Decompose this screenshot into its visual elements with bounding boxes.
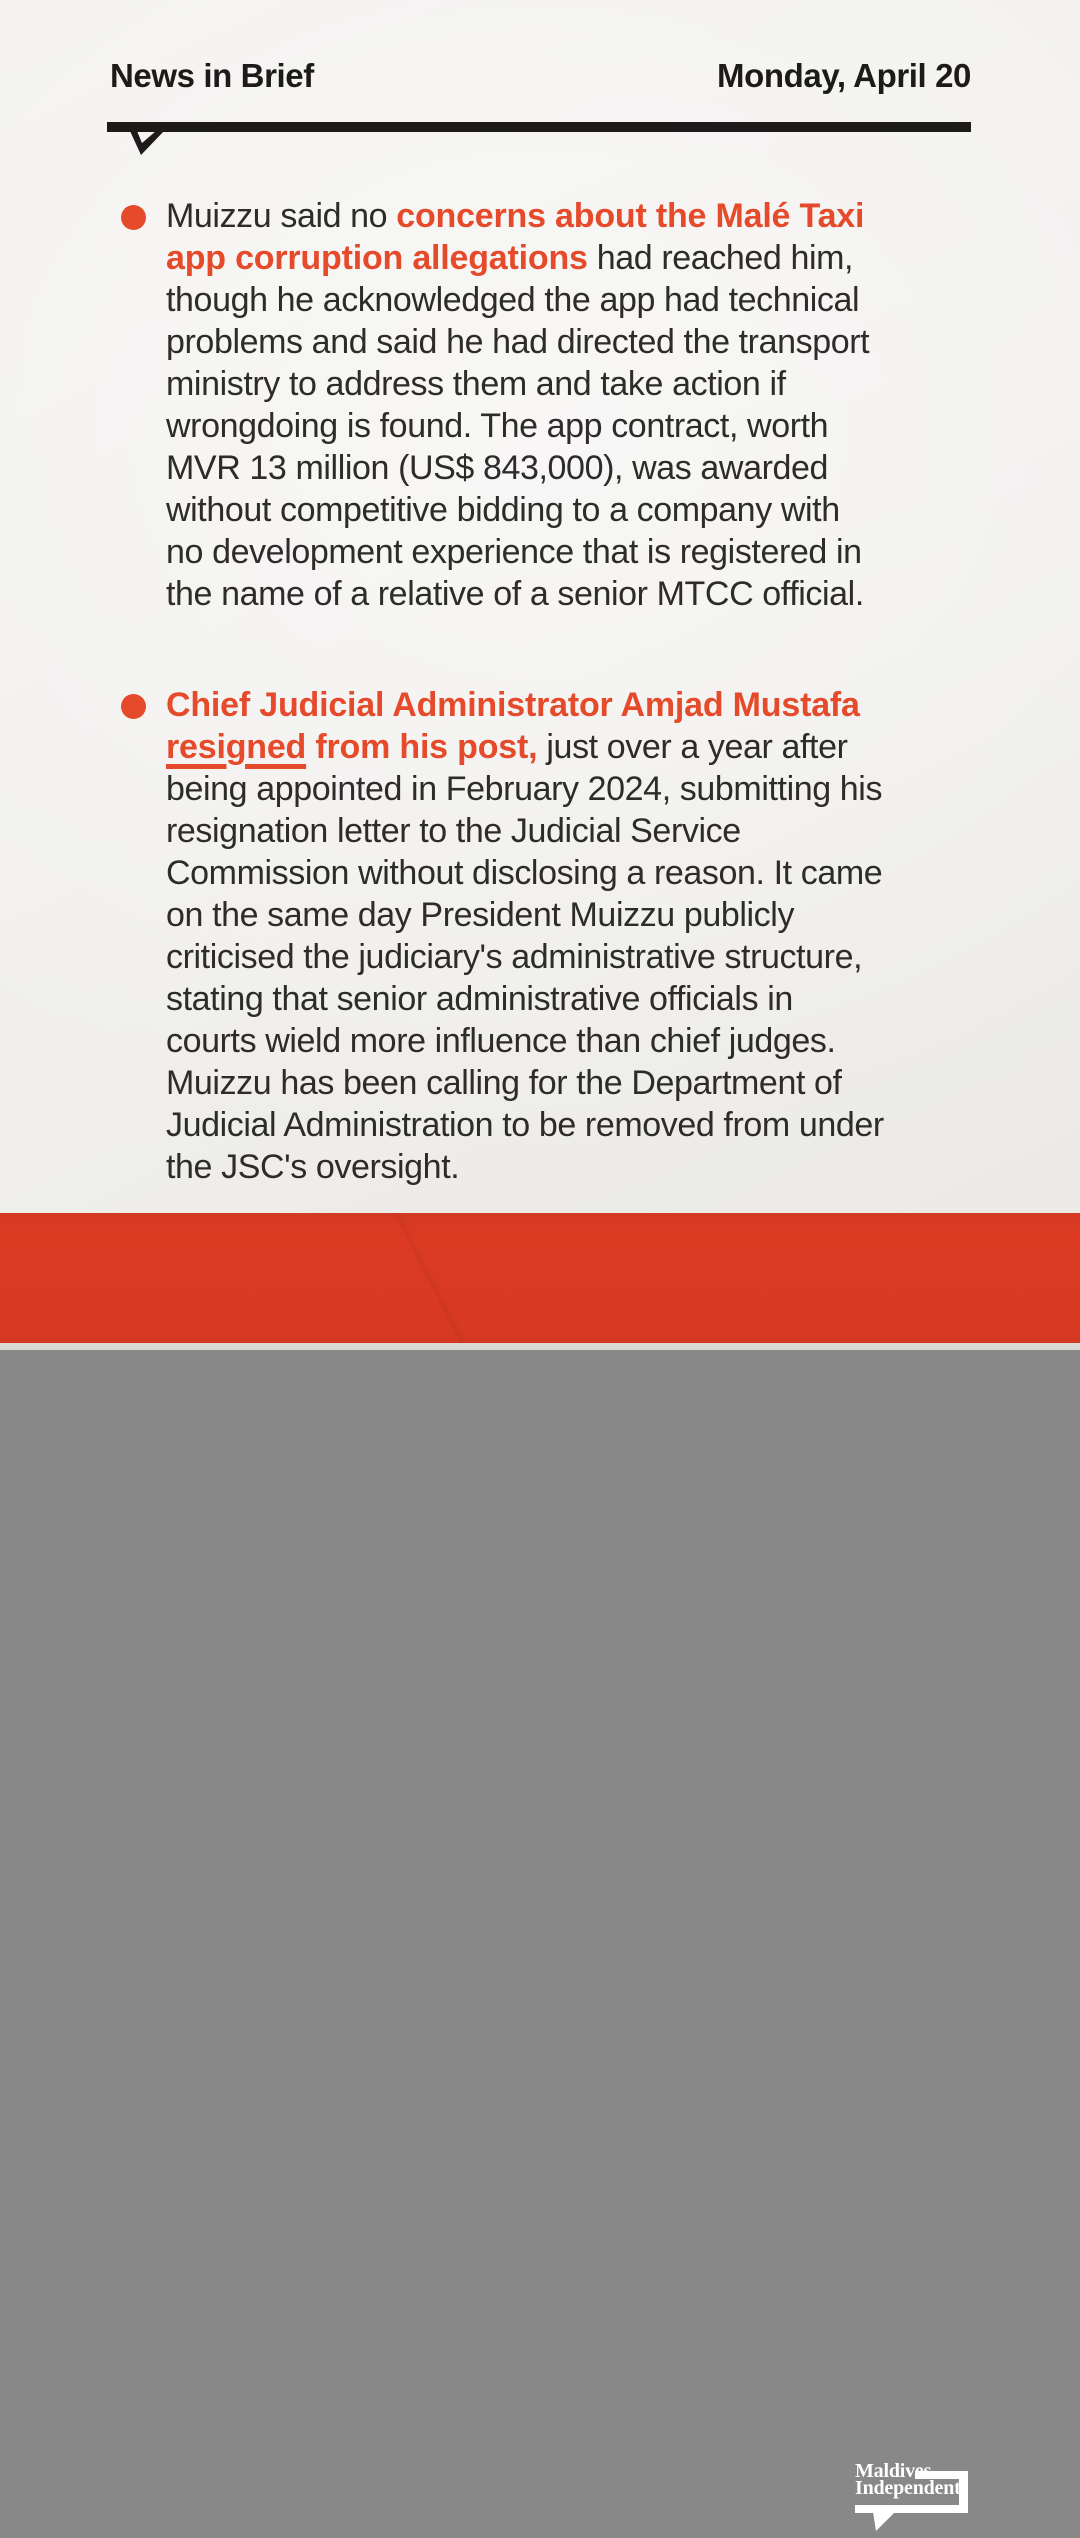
text-line — [166, 573, 1020, 615]
body-text: problems and said he had directed the transport — [166, 323, 870, 361]
highlight-text: app corruption allegations — [166, 239, 588, 277]
text-line — [166, 684, 1020, 726]
text-line — [166, 279, 1020, 321]
bullet-item — [120, 195, 1020, 615]
logo-text-line2: Independent — [855, 2477, 961, 2499]
body-text: Judicial Administration to be removed from under — [166, 1106, 884, 1144]
body-text: ministry to address them and take action if — [166, 365, 786, 403]
text-line — [166, 489, 1020, 531]
highlight-text: concerns about the Malé Taxi — [396, 197, 865, 235]
body-text: wrongdoing is found. The app contract, worth — [166, 407, 829, 445]
bullet-dot — [121, 205, 146, 230]
bullet-item — [120, 684, 1020, 1188]
text-line — [166, 195, 1020, 237]
text-line — [166, 726, 1020, 768]
text-line — [166, 936, 1020, 978]
body-text: being appointed in February 2024, submitting his — [166, 770, 883, 808]
brief-date: Monday, April 20 — [717, 57, 971, 94]
brand-logo — [850, 2460, 1010, 2538]
bullet-dot — [121, 694, 146, 719]
body-text: MVR 13 million (US$ 843,000), was awarded — [166, 449, 829, 487]
text-line — [166, 405, 1020, 447]
brief-title: News in Brief — [110, 57, 314, 94]
text-line — [166, 978, 1020, 1020]
body-text: no development experience that is registered in — [166, 533, 862, 571]
text-line — [166, 363, 1020, 405]
footer-bar — [0, 1213, 1080, 2499]
text-line — [166, 531, 1020, 573]
text-line — [166, 321, 1020, 363]
logo-wordmark — [855, 2460, 961, 2499]
text-line — [166, 768, 1020, 810]
text-line — [166, 447, 1020, 489]
body-text: had reached him, — [587, 239, 854, 277]
text-line — [166, 1104, 1020, 1146]
body-text: without competitive bidding to a company with — [166, 491, 840, 529]
paper-edge — [0, 1343, 1080, 1350]
highlight-text: Chief Judicial Administrator Amjad Mustafa — [166, 686, 860, 724]
text-line — [166, 1020, 1020, 1062]
divider-line — [107, 122, 971, 132]
text-line — [166, 852, 1020, 894]
body-text: resignation letter to the Judicial Service — [166, 812, 741, 850]
body-text: Muizzu has been calling for the Department of — [166, 1064, 842, 1102]
body-text: just over a year after — [537, 728, 848, 766]
speech-tail-icon — [126, 130, 168, 157]
body-text: Muizzu said no — [166, 197, 397, 235]
logo-text-line1: Maldives — [855, 2460, 932, 2482]
body-text: the name of a relative of a senior MTCC official. — [166, 575, 864, 613]
text-line — [166, 810, 1020, 852]
text-line — [166, 894, 1020, 936]
text-line — [166, 1146, 1020, 1188]
body-text: criticised the judiciary's administrative structure, — [166, 938, 863, 976]
text-line — [166, 237, 1020, 279]
body-text: Commission without disclosing a reason. It came — [166, 854, 883, 892]
resigned-link[interactable]: resigned — [166, 728, 307, 766]
body-text: the JSC's oversight. — [166, 1148, 460, 1186]
text-line — [166, 1062, 1020, 1104]
body-text: though he acknowledged the app had technical — [166, 281, 860, 319]
body-text: on the same day President Muizzu publicly — [166, 896, 795, 934]
highlight-text: from his post, — [306, 728, 538, 766]
body-text: courts wield more influence than chief judges. — [166, 1022, 836, 1060]
body-text: stating that senior administrative officials in — [166, 980, 793, 1018]
